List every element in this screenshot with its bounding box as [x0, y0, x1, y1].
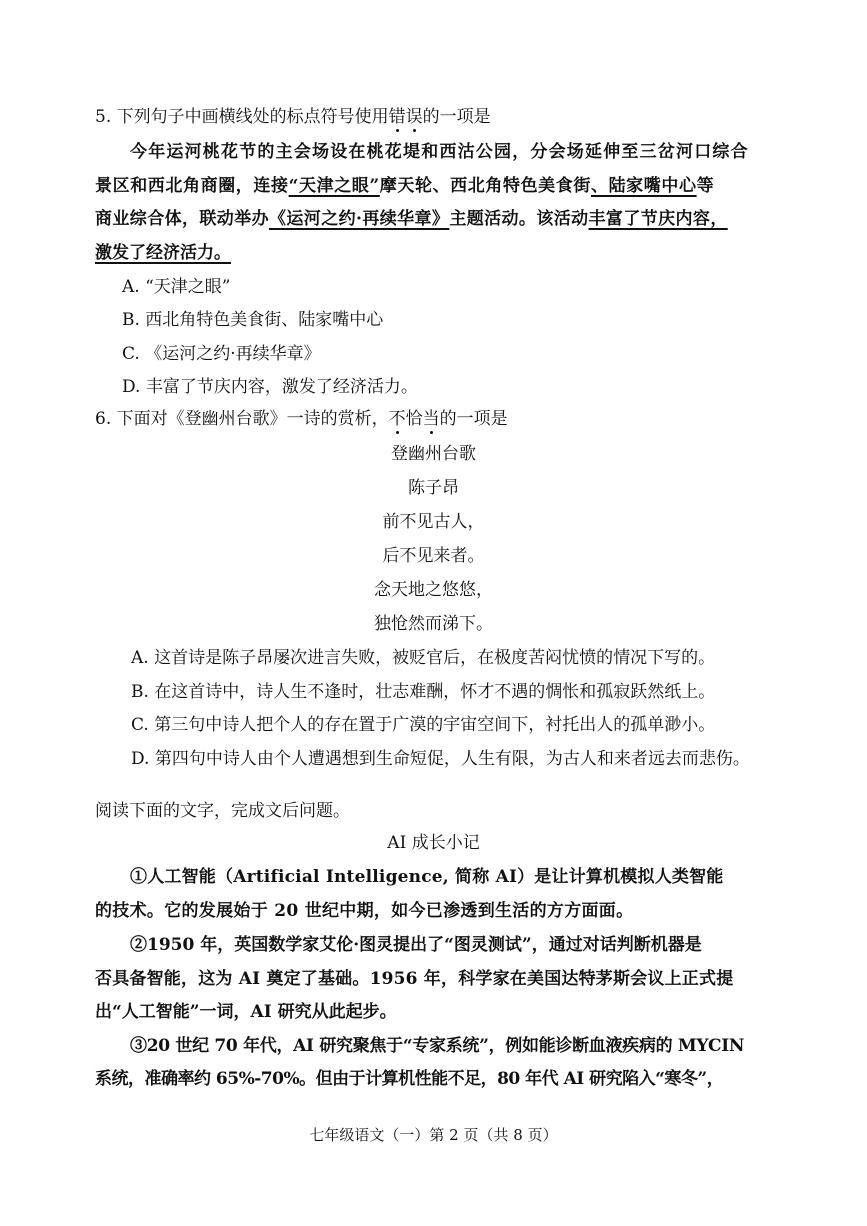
para-3-line-1: ③20 世纪 70 年代，AI 研究聚焦于“专家系统”，例如能诊断血液疾病的 MYCIN [130, 1036, 745, 1056]
q5-option-d: D. 丰富了节庆内容，激发了经济活力。 [122, 377, 418, 397]
underlined-segment: 激发了经济活力。 [95, 243, 231, 263]
para-2-line-3: 出“人工智能”一词，AI 研究从此起步。 [95, 1002, 397, 1022]
para-3-line-2: 系统，准确率约 65%-70%。但由于计算机性能不足，80 年代 AI 研究陷入“寒冬”， [95, 1069, 724, 1089]
poem-line-1: 前不见古人， [382, 512, 485, 532]
underlined-segment: 《运河之约·再续华章》 [269, 209, 450, 229]
para-1-line-1: ①人工智能（Artificial Intelligence, 简称 AI）是让计算机模拟人类智能 [130, 867, 724, 887]
page-footer: 七年级语文（一）第 2 页（共 8 页） [309, 1126, 558, 1144]
para-1-line-2: 的技术。它的发展始于 20 世纪中期，如今已渗透到生活的方方面面。 [95, 901, 634, 921]
q5-passage-line-2: 景区和西北角商圈，连接“天津之眼”摩天轮、西北角特色美食街、陆家嘴中心等 [95, 176, 715, 196]
q5-option-c: C. 《运河之约·再续华章》 [122, 344, 321, 364]
underlined-segment: 、陆家嘴中心 [590, 176, 697, 196]
para-2-line-2: 否具备智能，这为 AI 奠定了基础。1956 年，科学家在美国达特茅斯会议上正式提 [95, 969, 734, 989]
article-title: AI 成长小记 [387, 833, 480, 853]
q5-passage-line-3: 商业综合体，联动举办《运河之约·再续华章》主题活动。该活动丰富了节庆内容， [95, 209, 728, 229]
q5-stem: 5. 下列句子中画横线处的标点符号使用错误的一项是 [95, 107, 491, 127]
q5-passage-line-4 [95, 242, 231, 264]
para-2-line-1: ②1950 年，英国数学家艾伦·图灵提出了“图灵测试”，通过对话判断机器是 [130, 935, 702, 955]
poem-line-2: 后不见来者。 [382, 546, 485, 566]
q6-option-c: C. 第三句中诗人把个人的存在置于广漠的宇宙空间下，衬托出人的孤单渺小。 [131, 715, 716, 735]
q5-passage-line-1: 今年运河桃花节的主会场设在桃花堤和西沽公园，分会场延伸至三岔河口综合 [130, 142, 749, 162]
underlined-segment: “天津之眼” [288, 176, 380, 196]
q6-stem: 6. 下面对《登幽州台歌》一诗的赏析，不恰当的一项是 [95, 409, 508, 429]
q6-option-d: D. 第四句中诗人由个人遭遇想到生命短促，人生有限，为古人和来者远去而悲伤。 [131, 749, 750, 769]
underlined-segment: 丰富了节庆内容， [588, 209, 728, 229]
q5-option-a: A. “天津之眼” [122, 277, 231, 297]
poem-line-4: 独怆然而涕下。 [374, 614, 493, 634]
q6-option-a: A. 这首诗是陈子昂屡次进言失败，被贬官后，在极度苦闷忧愤的情况下写的。 [131, 648, 716, 668]
q6-option-b: B. 在这首诗中，诗人生不逢时，壮志难酬，怀才不遇的惆怅和孤寂跃然纸上。 [131, 682, 716, 702]
poem-line-3: 念天地之悠悠， [374, 580, 493, 600]
poem-author: 陈子昂 [408, 478, 459, 498]
q5-option-b: B. 西北角特色美食街、陆家嘴中心 [122, 310, 384, 330]
reading-instruction: 阅读下面的文字，完成文后问题。 [95, 801, 350, 821]
poem-title: 登幽州台歌 [391, 444, 476, 464]
